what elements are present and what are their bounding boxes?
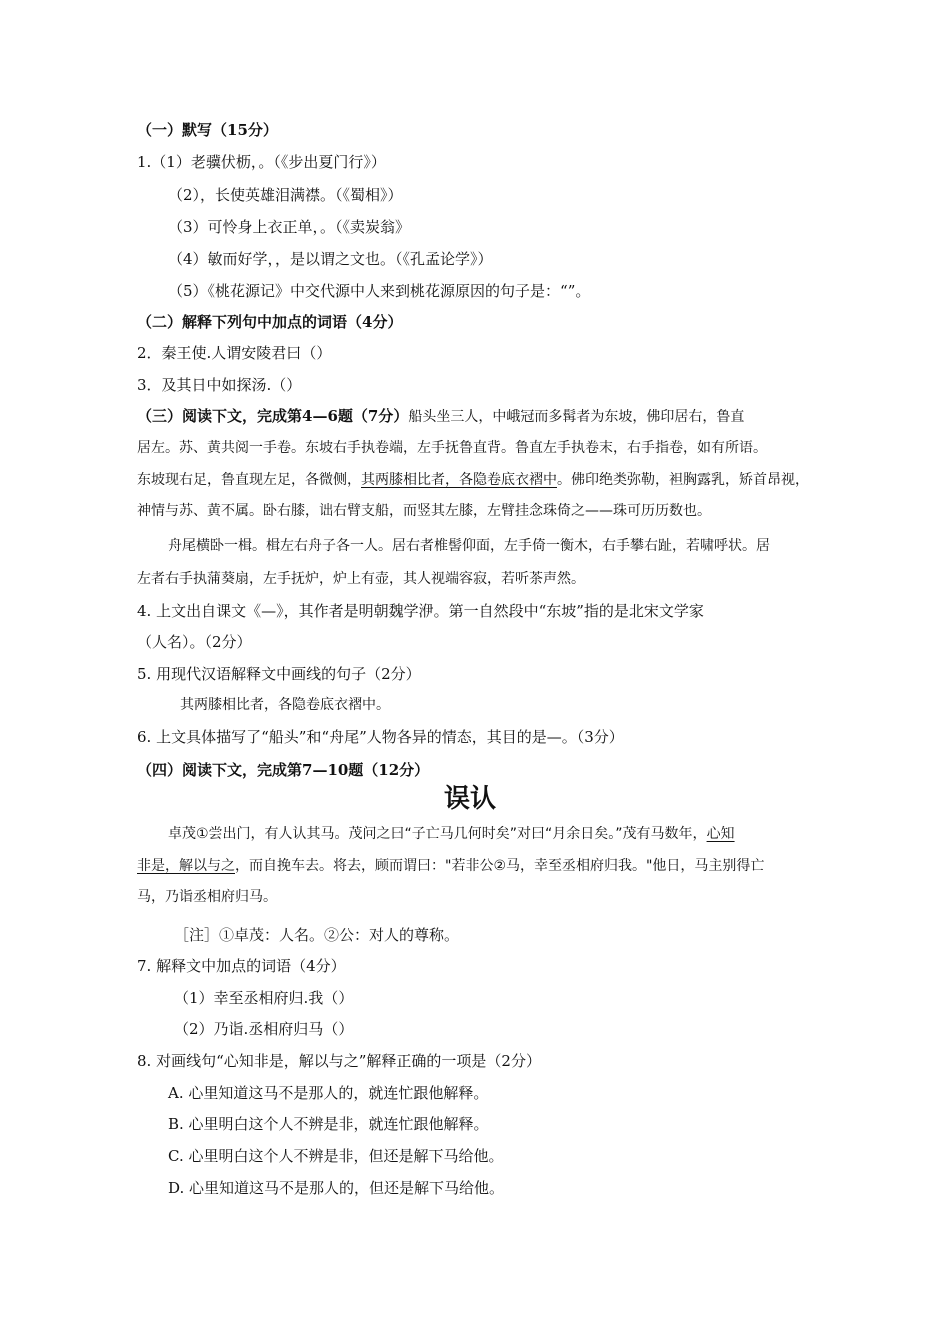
passage-1-line-2: 居左。苏、黄共阅一手卷。东坡右手执卷端，左手抚鲁直背。鲁直左手执卷末，右手指卷，如有所语。 (137, 440, 767, 456)
question-1-3: （3）可怜身上衣正单，。（《卖炭翁》 (168, 218, 411, 236)
passage-1-line-3b: 。佛印绝类弥勒，袒胸露乳，矫首昂视， (557, 472, 809, 488)
passage-1-line-3a: 东坡现右足，鲁直现左足，各微侧， (137, 472, 361, 488)
question-1-4: （4）敏而好学，，是以谓之文也。（《孔孟论学》） (168, 250, 493, 268)
question-7: 7. 解释文中加点的词语（4分） (137, 957, 346, 975)
story-line-2 (137, 858, 764, 875)
question-8: 8. 对画线句“心知非是，解以与之”解释正确的一项是（2分） (137, 1052, 541, 1070)
passage-1-line-3 (137, 472, 809, 489)
question-6: 6. 上文具体描写了“船头”和“舟尾”人物各异的情态，其目的是—。（3分） (137, 728, 624, 746)
question-3: 3．及其日中如探汤.（） (137, 376, 302, 394)
section-3-heading: （三）阅读下文，完成第4—6题（7分） (137, 407, 409, 425)
option-a: A. 心里知道这马不是那人的，就连忙跟他解释。 (168, 1084, 489, 1102)
story-line-1a: 卓茂①尝出门，有人认其马。茂问之曰“子亡马几何时矣”对曰“月余日矣。”茂有马数年， (168, 826, 707, 842)
passage-1-line-4: 神情与苏、黄不属。卧右膝，诎右臂支船，而竖其左膝，左臂挂念珠倚之——珠可历历数也。 (137, 503, 711, 519)
underlined-phrase-end: 非是，解以与之 (137, 858, 235, 874)
question-4-line-2: （人名）。（2分） (137, 633, 252, 651)
option-d: D. 心里知道这马不是那人的，但还是解下马给他。 (168, 1179, 505, 1197)
story-note: ［注］①卓茂：人名。②公：对人的尊称。 (174, 926, 460, 944)
option-c: C. 心里明白这个人不辨是非，但还是解下马给他。 (168, 1147, 504, 1165)
underlined-phrase-start: 心知 (706, 826, 735, 842)
passage-1-line-1: 船头坐三人，中峨冠而多髯者为东坡，佛印居右，鲁直 (408, 409, 745, 425)
question-1-5: （5）《桃花源记》中交代源中人来到桃花源原因的句子是：“”。 (168, 282, 591, 300)
section-1-heading: （一）默写（15分） (137, 121, 278, 139)
question-5: 5. 用现代汉语解释文中画线的句子（2分） (137, 665, 421, 683)
question-7-1: （1）幸至丞相府归.我（） (174, 989, 354, 1007)
question-5-quote: 其两膝相比者，各隐卷底衣褶中。 (180, 697, 390, 713)
passage-2-line-2: 左者右手执蒲葵扇，左手抚炉，炉上有壶，其人视端容寂，若听茶声然。 (137, 571, 585, 587)
passage-title: 误认 (444, 784, 497, 814)
section-3-first-line (137, 407, 744, 426)
passage-2-line-1: 舟尾横卧一楫。楫左右舟子各一人。居右者椎髻仰面，左手倚一衡木，右手攀右趾，若啸呼状。居 (168, 538, 770, 554)
question-4-line-1: 4. 上文出自课文《—》，其作者是明朝魏学洢。第一自然段中“东坡”指的是北宋文学家 (137, 602, 704, 620)
question-7-2: （2）乃诣.丞相府归马（） (174, 1020, 354, 1038)
question-1-1: 1.（1）老骥伏枥，。（《步出夏门行》） (137, 153, 386, 171)
question-2: 2．秦王使.人谓安陵君曰（） (137, 344, 332, 362)
underlined-sentence: 其两膝相比者，各隐卷底衣褶中 (361, 472, 557, 488)
story-line-2b: ，而自挽车去。将去，顾而谓曰："若非公②马，幸至丞相府归我。"他日，马主别得亡 (235, 858, 765, 874)
story-line-1 (168, 826, 735, 843)
option-b: B. 心里明白这个人不辨是非，就连忙跟他解释。 (168, 1115, 489, 1133)
section-2-heading: （二）解释下列句中加点的词语（4分） (137, 313, 403, 331)
story-line-3: 马，乃诣丞相府归马。 (137, 889, 277, 905)
section-4-heading: （四）阅读下文，完成第7—10题（12分） (137, 761, 430, 779)
question-1-2: （2），长使英雄泪满襟。（《蜀相》） (168, 186, 403, 204)
